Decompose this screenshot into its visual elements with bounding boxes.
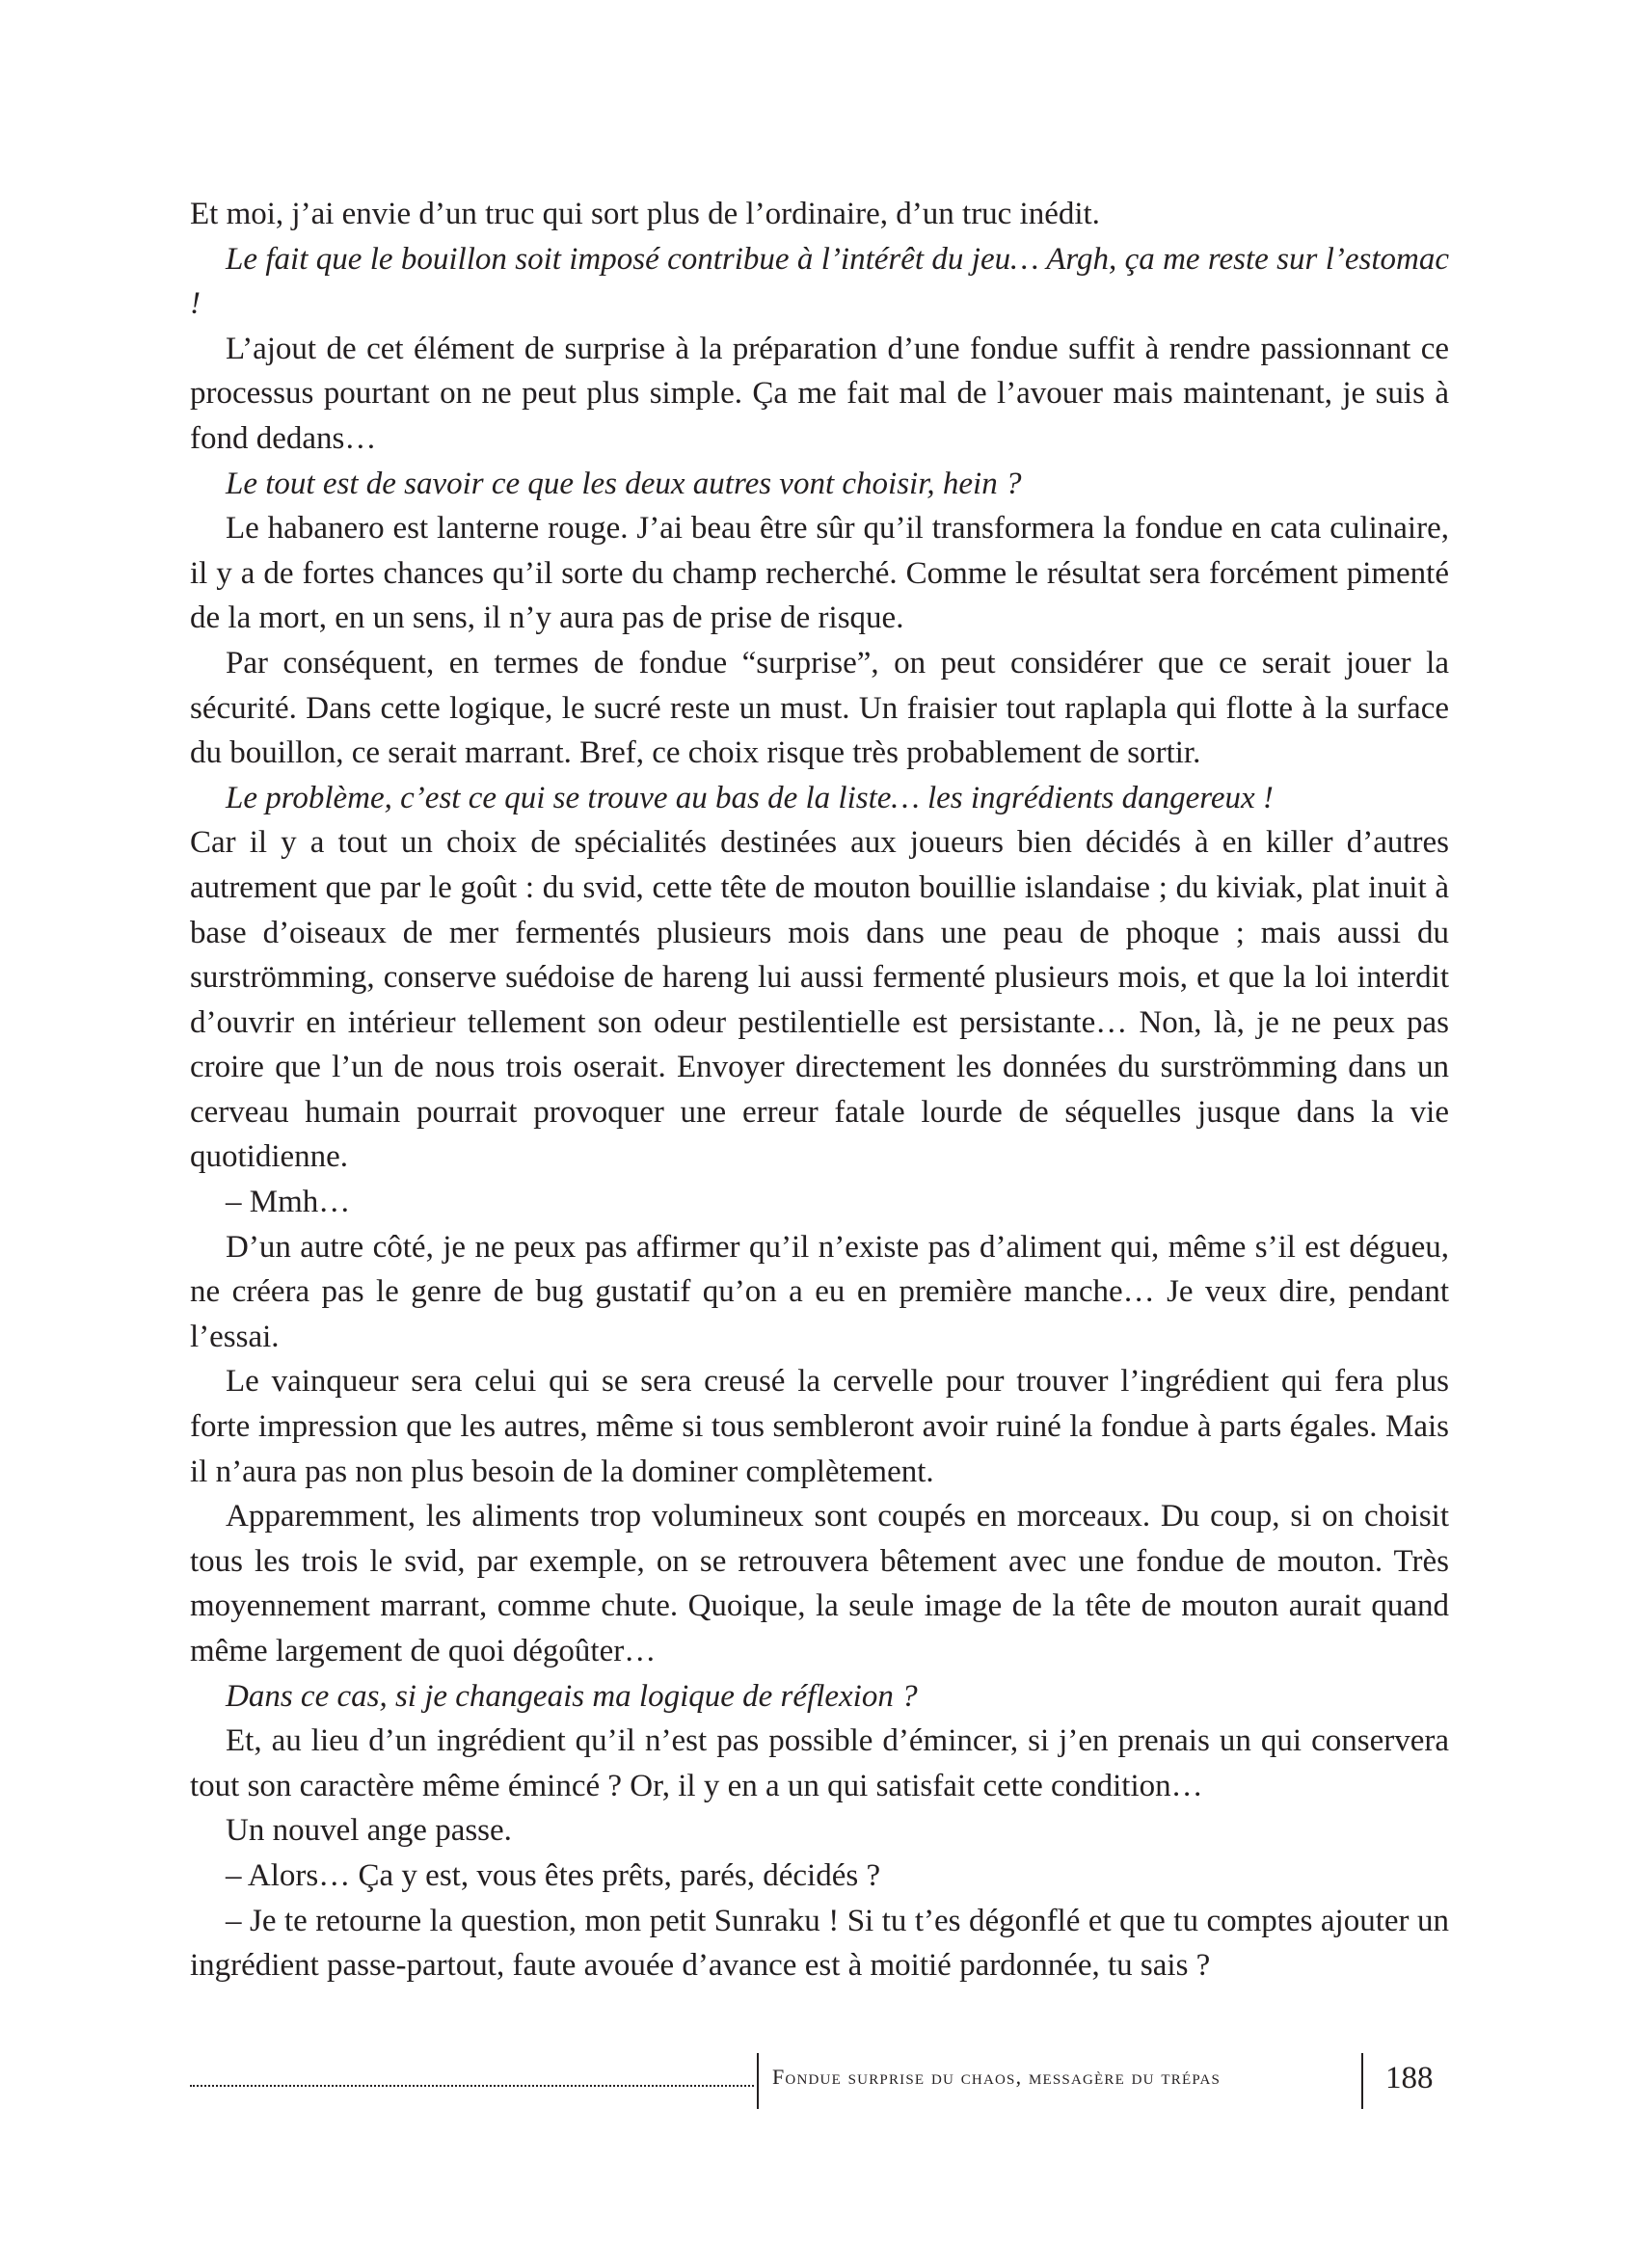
paragraph: D’un autre côté, je ne peux pas affirmer qu’il n’existe pas d’aliment qui, même s’il est dégueu, ne créera pas le genre de bug gustatif qu’on a eu en première manche… Je veux dire, pendant l’essai. — [190, 1229, 1449, 1354]
paragraph: Par conséquent, en termes de fondue “surprise”, on peut considérer que ce serait jouer la sécurité. Dans cette logique, le sucré reste un must. Un fraisier tout raplapla qui flotte à la surface du bouillon, ce serait marrant. Bref, ce choix risque très probablement de sortir. — [190, 645, 1449, 771]
paragraph: Le vainqueur sera celui qui se sera creusé la cervelle pour trouver l’ingrédient qui fera plus forte impression que les autres, même si tous sembleront avoir ruiné la fondue à parts égales. Mais il n’aura pas non plus besoin de la dominer complètement. — [190, 1364, 1449, 1489]
body-text — [190, 192, 1449, 1988]
page-number: 188 — [1385, 2061, 1434, 2095]
paragraph: Et, au lieu d’un ingrédient qu’il n’est pas possible d’émincer, si j’en prenais un qui conservera tout son caractère même émincé ? Or, il y en a un qui satisfait cette condition… — [190, 1723, 1449, 1803]
footer-dotted-rule — [190, 2085, 754, 2087]
paragraph: Et moi, j’ai envie d’un truc qui sort plus de l’ordinaire, d’un truc inédit. — [190, 197, 1100, 231]
paragraph-italic: Dans ce cas, si je changeais ma logique de réflexion ? — [226, 1678, 918, 1714]
paragraph: Le habanero est lanterne rouge. J’ai beau être sûr qu’il transformera la fondue en cata culinaire, il y a de fortes chances qu’il sorte du champ recherché. Comme le résultat sera forcément pimenté de la mort, en un sens, il n’y aura pas de prise de risque. — [190, 511, 1449, 636]
paragraph: – Mmh… — [226, 1185, 351, 1220]
footer-separator — [757, 2053, 759, 2109]
paragraph-italic: Le fait que le bouillon soit imposé contribue à l’intérêt du jeu… Argh, ça me reste sur l’estomac ! — [190, 241, 1449, 322]
paragraph: L’ajout de cet élément de surprise à la préparation d’une fondue suffit à rendre passionnant ce processus pourtant on ne peut plus simple. Ça me fait mal de l’avouer mais maintenant, je suis à fond dedans… — [190, 331, 1449, 456]
paragraph: – Je te retourne la question, mon petit Sunraku ! Si tu t’es dégonflé et que tu comptes ajouter un ingrédient passe-partout, faute avouée d’avance est à moitié pardonnée, tu sais ? — [190, 1903, 1449, 1984]
paragraph-italic: Le problème, c’est ce qui se trouve au bas de la liste… les ingrédients dangereux ! — [226, 780, 1274, 815]
footer-separator — [1361, 2053, 1363, 2109]
page-footer — [190, 2053, 1449, 2111]
paragraph: Car il y a tout un choix de spécialités destinées aux joueurs bien décidés à en killer d’autres autrement que par le goût : du svid, cette tête de mouton bouillie islandaise ; du kiviak, plat inuit à base d’oiseaux de mer fermentés plusieurs mois dans une peau de phoque ; mais aussi du surströmming, conserve suédoise de hareng lui aussi fermenté plusieurs mois, et que la loi interdit d’ouvrir en intérieur tellement son odeur pestilentielle est persistante… Non, là, je ne peux pas croire que l’un de nous trois oserait. Envoyer directement les données du surströmming dans un cerveau humain pourrait provoquer une erreur fatale lourde de séquelles jusque dans la vie quotidienne. — [190, 825, 1449, 1175]
paragraph: Un nouvel ange passe. — [226, 1813, 512, 1849]
paragraph: – Alors… Ça y est, vous êtes prêts, parés, décidés ? — [226, 1857, 881, 1893]
paragraph: Apparemment, les aliments trop volumineux sont coupés en morceaux. Du coup, si on choisit tous les trois le svid, par exemple, on se retrouvera bêtement avec une fondue de mouton. Très moyennement marrant, comme chute. Quoique, la seule image de la tête de mouton aurait quand même largement de quoi dégoûter… — [190, 1499, 1449, 1668]
running-title: Fondue surprise du chaos, messagère du trépas — [772, 2065, 1222, 2089]
paragraph-italic: Le tout est de savoir ce que les deux autres vont choisir, hein ? — [226, 466, 1022, 501]
